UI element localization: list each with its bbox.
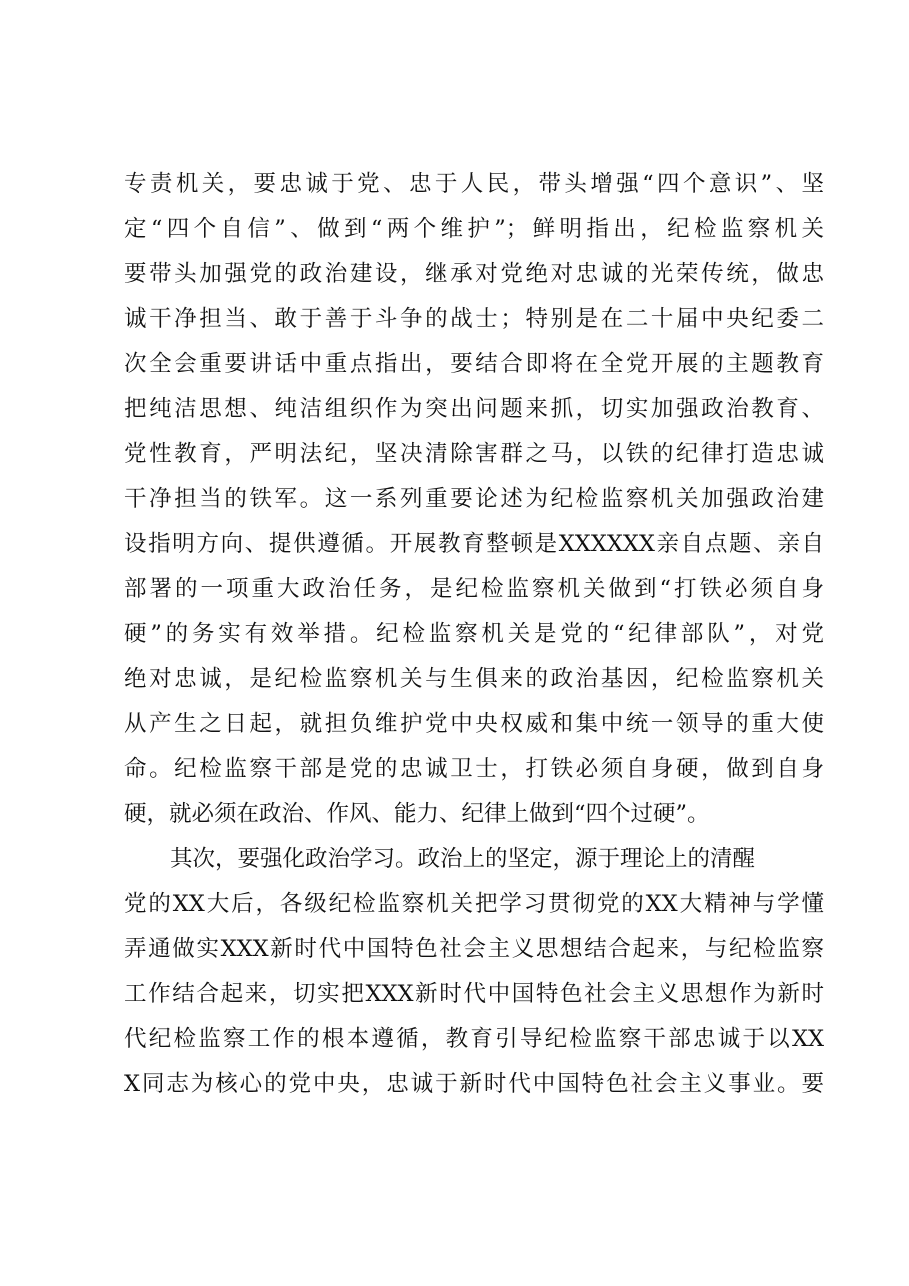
paragraph-end-line: 硬，就必须在政治、作风、能力、纪律上做到“四个过硬”。 [124,801,710,827]
text-line: 代纪检监察工作的根本遵循，教育引导纪检监察干部忠诚于以XX [124,1026,824,1052]
text-line: 要带头加强党的政治建设，继承对党绝对忠诚的光荣传统，做忠 [124,261,824,287]
body-text [124,162,824,1107]
text-line: 干净担当的铁军。这一系列重要论述为纪检监察机关加强政治建 [124,486,824,512]
text-line: 从产生之日起，就担负维护党中央权威和集中统一领导的重大使 [124,711,824,737]
text-line: 设指明方向、提供遵循。开展教育整顿是XXXXXX亲自点题、亲自 [124,531,824,557]
text-line: 绝对忠诚，是纪检监察机关与生俱来的政治基因，纪检监察机关 [124,666,824,692]
text-line: 把纯洁思想、纯洁组织作为突出问题来抓，切实加强政治教育、 [124,396,824,422]
text-line: 次全会重要讲话中重点指出，要结合即将在全党开展的主题教育 [124,351,824,377]
text-line: 定“四个自信”、做到“两个维护”；鲜明指出，纪检监察机关 [124,216,824,242]
text-line: 工作结合起来，切实把XXX新时代中国特色社会主义思想作为新时 [124,981,824,1007]
text-line: 命。纪检监察干部是党的忠诚卫士，打铁必须自身硬，做到自身 [124,756,824,782]
text-line: 党性教育，严明法纪，坚决清除害群之马，以铁的纪律打造忠诚 [124,441,824,467]
text-line: 专责机关，要忠诚于党、忠于人民，带头增强“四个意识”、坚 [124,171,824,197]
text-line: 硬”的务实有效举措。纪检监察机关是党的“纪律部队”，对党 [124,621,824,647]
paragraph-start-line: 其次，要强化政治学习。政治上的坚定，源于理论上的清醒 [170,846,756,872]
text-line: 部署的一项重大政治任务，是纪检监察机关做到“打铁必须自身 [124,576,824,602]
text-line: 党的XX大后，各级纪检监察机关把学习贯彻党的XX大精神与学懂 [124,891,824,917]
text-line: 诚干净担当、敢于善于斗争的战士；特别是在二十届中央纪委二 [124,306,824,332]
text-line: X同志为核心的党中央，忠诚于新时代中国特色社会主义事业。要 [124,1071,824,1097]
text-line: 弄通做实XXX新时代中国特色社会主义思想结合起来，与纪检监察 [124,936,824,962]
